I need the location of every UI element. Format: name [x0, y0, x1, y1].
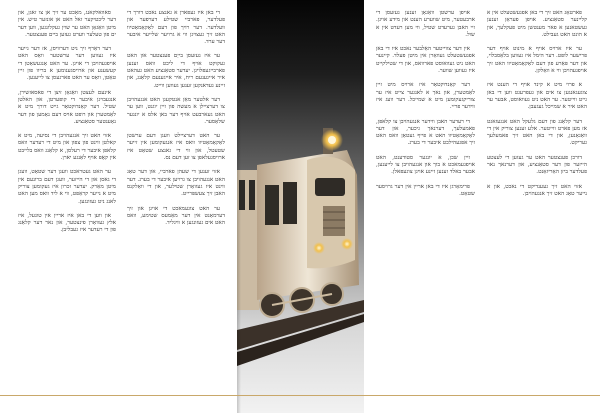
paragraph: אויפן ערשטן וואַגאָן זענען געזעסן די ארבעטער, מיט שווערע הענט און מידע אויגן. זיי האבן גערעדט שטיל, ווי מען רעדט אין א שול. — [376, 10, 475, 38]
paragraph: ער איז געזעסן בייַם פענצטער און האט געקוקט אויף די ליכט וואס זענען פארבייגעפלויגן. יעדער סטאַנציע האט געהאט איר אייגענעם ריח, איר אייגענעם קלאַנג, און זיינע געדאנקען זענען געווען ווייט. — [127, 53, 225, 89]
left-page — [0, 0, 237, 413]
footer-rule — [0, 395, 600, 396]
paragraph: סאוואלקאנג, מאַכט ער זיך אן צו זאגן, און דער ליכטיקער זאל האט אן אונזער טיש. אין מיטן וואַגאָן האט ער שוין געקלונגען, ווען דער ים פון טעלער ווערט געזען ביים פענצטער. — [18, 10, 116, 38]
paragraph: אין דער צווייטער האַלבער נאכט איז די באן אפגעשטעלט געוואָרן אין מיטן פעלד. קיינער האט ניט געוואוסט פארוואס, און די שטילקייט איז געווען שווער. — [376, 46, 475, 75]
paragraph: ער האט דערציילט וועגן דעם ערשטן לאָקאָמאָטיוו וואס איז אנגעקומען אין זייער שטעטל, און ווי די גאנצע שטאָט איז ארויסגעלאפן צו זען דעם נס. — [127, 133, 225, 162]
left-page-column-1 — [18, 10, 116, 391]
steam-locomotive-icon — [237, 0, 364, 413]
right-page — [364, 0, 600, 413]
paragraph: דער אלטער מאַן אנטקעגן האט אנגעהויבן צו דערציילן א מעשה פון זיין יוגנט, ווען ער האט געארבעט אויף דער באן אלס א יונגער שלאָסער. — [127, 96, 225, 125]
paragraph: דער קלאַנג פון דעם גלעקל האט אנגעזאגט אז מען פארט ווייטער. אלע זענען צוריק אין די וואַגאָנען, און די באן האט זיך פאמעלעך געריקט. — [487, 118, 587, 147]
paragraph: ער האט צוגעמאכט די אויגן און זיך דערמאָנט אין דער מאַמעס שטימע, וואס האט אים געזונגען א וויגליד. — [127, 205, 225, 227]
paragraph: אינעם לעצטן וואַגאָן זיצן די פאסאזשירן, אנגעבויגן איבער די קופערטן, און האלטן שטיל. דער קאָנדוקטאָר גייט דורך מיט א לאַמטערן און רופט אויס דעם נאָמען פון דער נאָענטער סטאַנציע. — [18, 89, 116, 125]
paragraph: א פרוי מיט א קינד אויף די הענט איז צוגעגאנגען צו אים און געפרעגט ווען די באן גייט ווייטער. ער האט ניט געוואוסט, אבער ער האט איר א שמייכל געגעבן. — [487, 82, 587, 111]
paragraph: די רעדער האבן ווידער אנגעהויבן צו קלאפן, פאמעלעך, דערנאך גיכער, און דער לאָקאָמאָטיוו האט א פייף געטאָן וואס האט זיך אפגעהילכט איבער די בערג. — [376, 118, 475, 147]
paragraph: דורכן פענצטער האט ער געזען די לעצטע הייזער פון דער סטאַנציע, און דערנאך נאר פעלדער ביזן האָריזאָנט. — [487, 154, 587, 176]
paragraph: אזוי האט זיך אנגעהויבן די נסיעה, מיט א קאלטן ווינט פון צפון און מיט די רעדער וואס קלאפן איבער די רעלסן, א קלאַנג וואס בלייבט אין קאָפּ אויף לאַנגע יארן. — [18, 133, 116, 162]
locomotive-photo — [237, 0, 364, 413]
right-page-column-2 — [487, 10, 587, 391]
paragraph: ער האט געטראכט וועגן דער שטאָט, וועגן די גאסן און די הייזער, וועגן דעם ברונעם אין מיטן מאַרק. יעדער זכרון איז געקומען צוריק מיט א נייער קראַפט, ווי א ליד וואס מען האט לאנג ניט געזונגען. — [18, 169, 116, 205]
paragraph: זיין שכן, א יונגער סטודענט, האט אויפגעמאכט א בוך און אנגעהויבן צו לייענען, אבער באלד זענען זיינע אויגן צוגעפאלן. — [376, 154, 475, 176]
paragraph: דער דאַרף זיך ניט דערוויסן, אז דער גייער איז געווען דער ערשטער וואָס האט אויפגעהויבן די אויגן. ער האט אָנגעשאָטן די קעשענע און ארויסגענומען א בריוו פון זיין טאַטן, וואָס ער האט פארגעסן צו לייענען. — [18, 46, 116, 82]
paragraph: ער איז ארויס אויף א מינוט אויף דער פרישער לופט. דער הימל איז געווען בלאַסבלוי, און דער פּאַרע פון דעם לאָקאָמאָטיוו האט זיך אויפגעהויבן ווי א וואָלקן. — [487, 46, 587, 75]
paragraph: די באן איז געפארן א גאנצע נאכט דורך די פעלדער, פארביי שטילע דערפער און וועלדער. דער רויך פון דעם לאָקאָמאָטיוו האט זיך געצויגן ווי א גרויער שלייער איבער דער ערד. — [127, 10, 225, 46]
left-page-column-2 — [127, 10, 225, 391]
right-page-column-1 — [376, 10, 475, 391]
paragraph: אזוי זענען די שעהן פארביי, און דער טאָג האט אנגעהויבן צו גרויען איבער די בערג. דער ווינט איז געוואָרן שטילער, און די וואָלקנס האבן זיך צעשפּרייט. — [127, 169, 225, 198]
paragraph: אזוי האט זיך געענדיקט די נאכט, און א נייער טאָג האט זיך אנגעהויבן. — [487, 183, 587, 197]
page-gutter-shadow — [237, 0, 241, 413]
paragraph: און ווען די באן איז אריין אין טונעל, איז אלץ געוואָרן פינצטער, און נאר דער קלאַנג פון די רעדער איז געבליבן. — [18, 212, 116, 234]
paragraph: פרימאָרגן איז די באן אריין אין דער גרויסער שטאָט. — [376, 183, 475, 197]
paragraph: דער קאָנדוקטאָר איז ארויס מיט זיין לאַמטערן, און נאך א לאנגער צייט איז ער צוריקגעקומען מיט א שמייכל. דער וועג איז ווידער פריי. — [376, 82, 475, 111]
paragraph: פארטאָג האט זיך די באן אפגעשטעלט אין א קליינער סטאַנציע. אויפן פעראָן זענען געשטאנען א פאר מענטשן מיט פעקלעך, און א הונט האט געבילט. — [487, 10, 587, 38]
